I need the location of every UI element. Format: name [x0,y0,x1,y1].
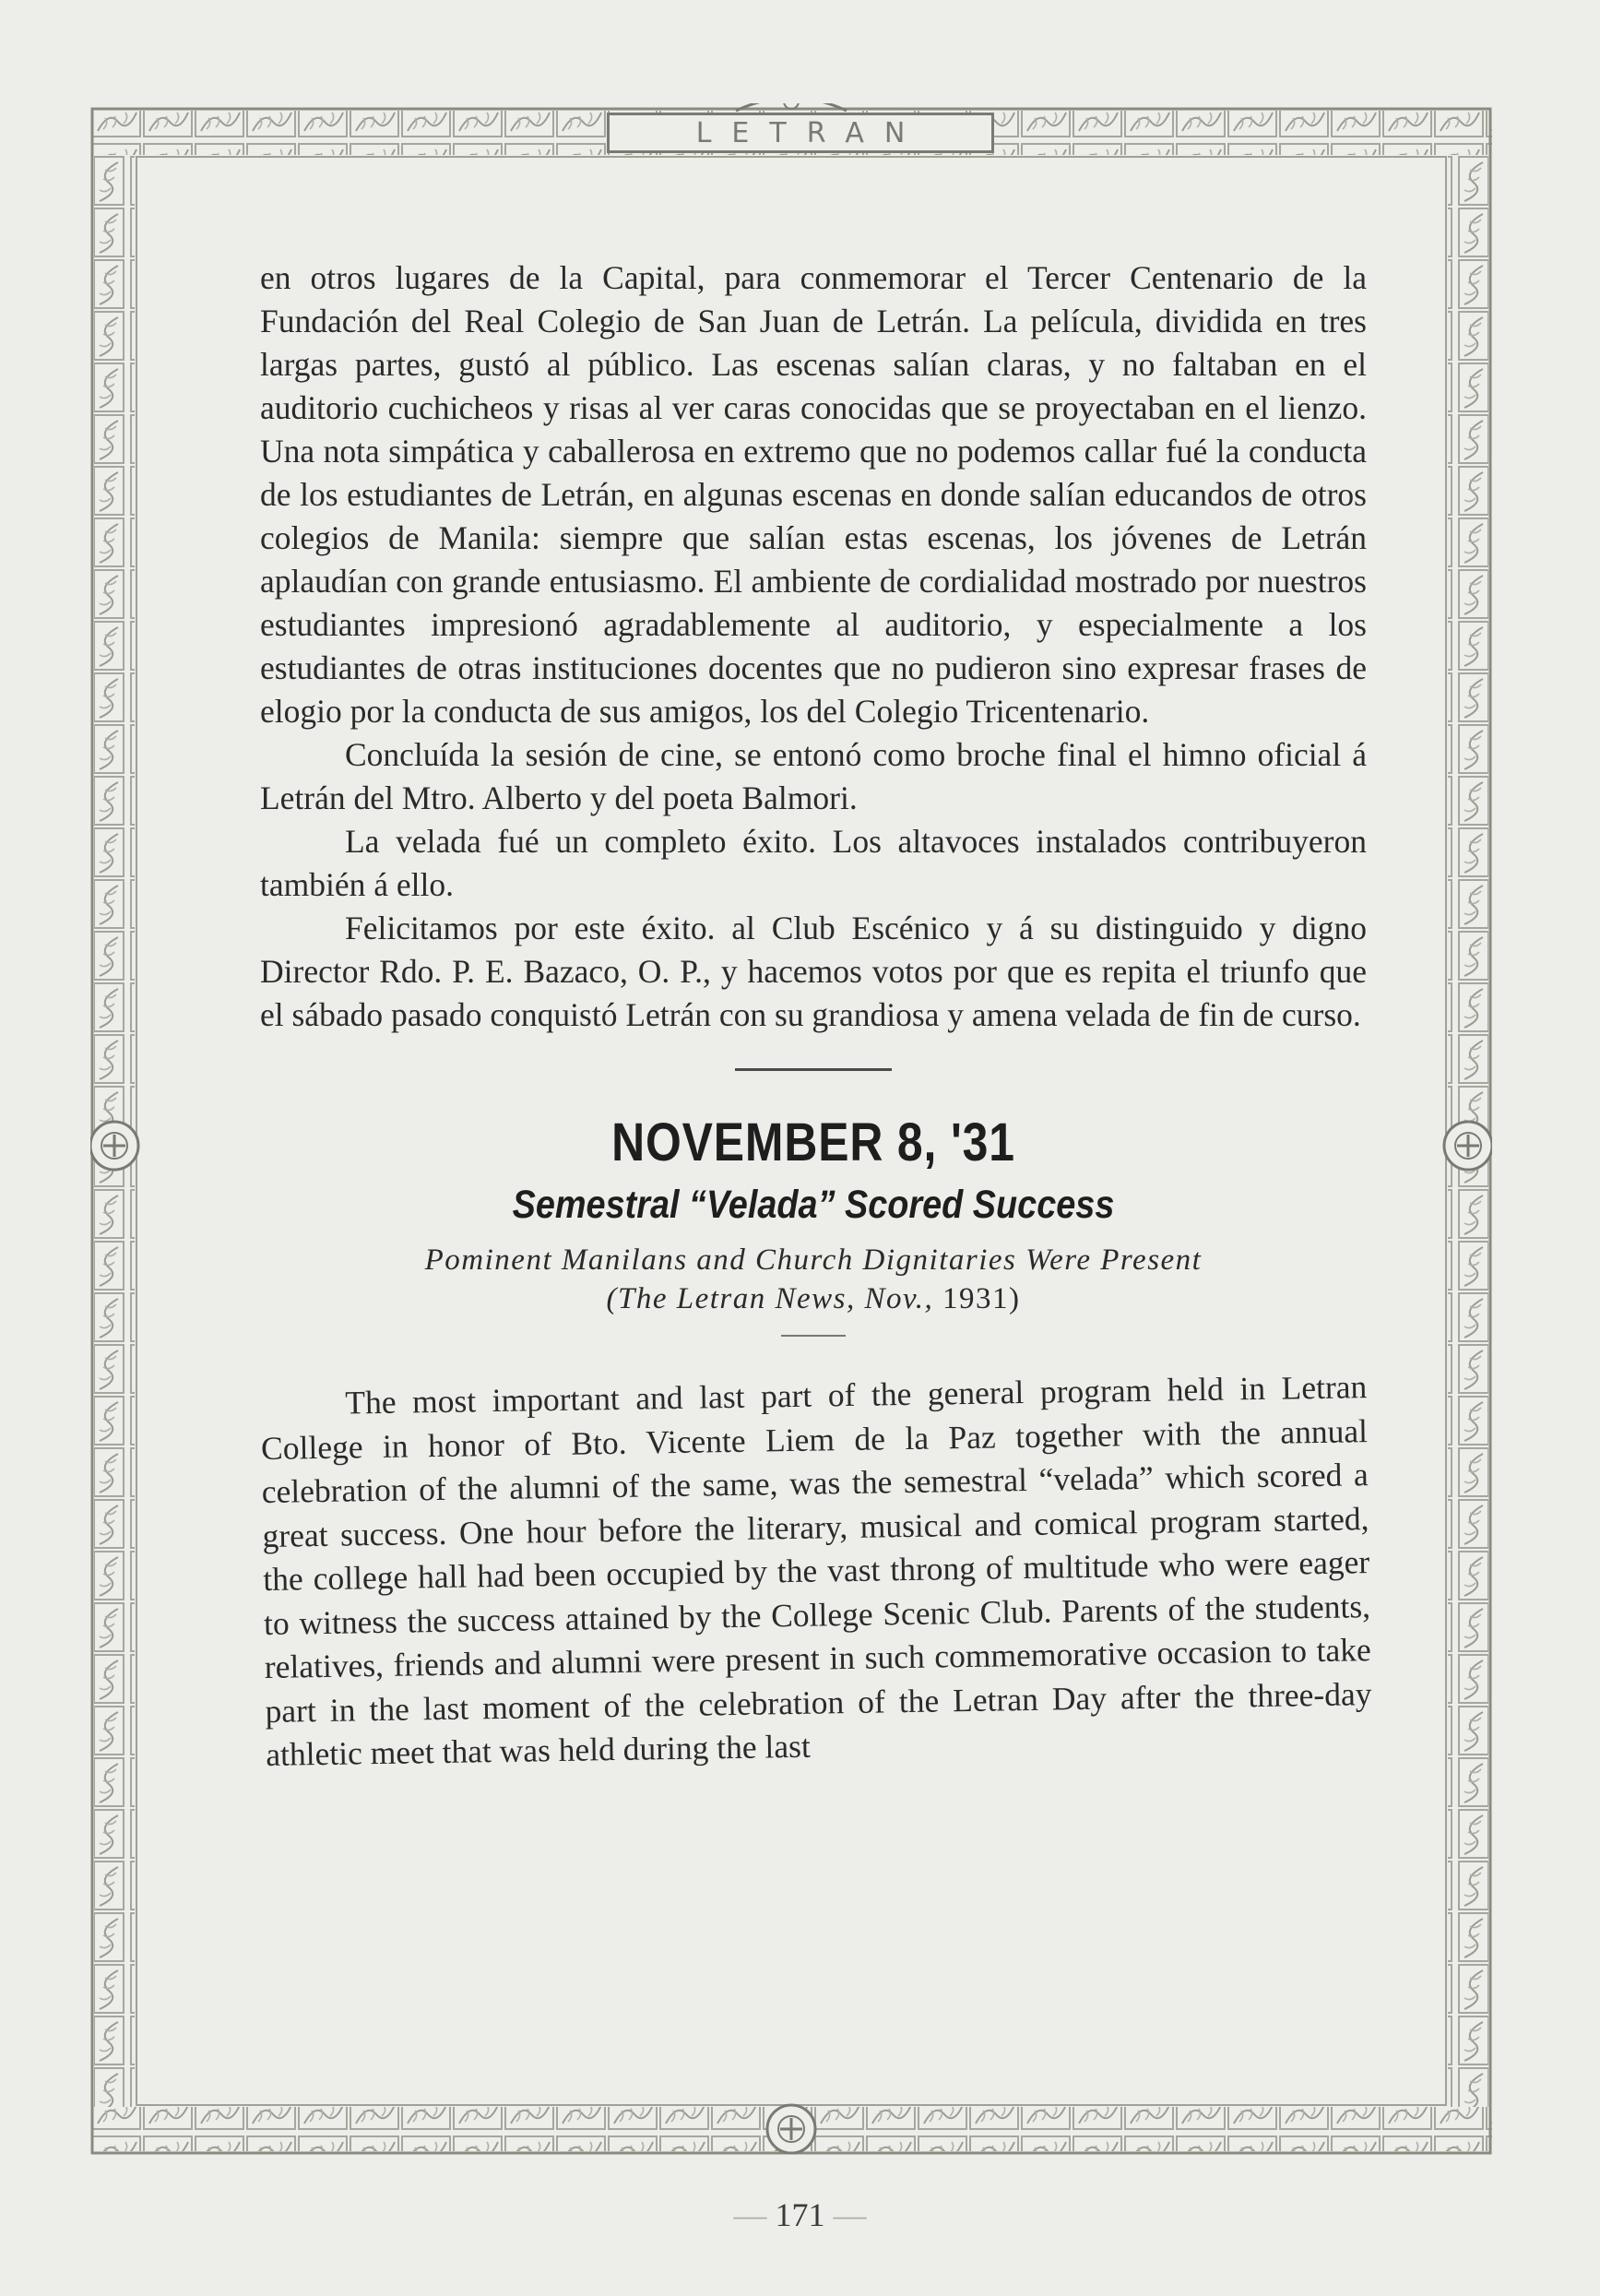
article-subheadline [260,1241,1367,1318]
right-medallion-icon [1444,1122,1492,1170]
english-article-body [260,1365,1373,1777]
page-number-dash-right: — [833,2196,867,2233]
spanish-paragraph-3: La velada fué un completo éxito. Los altavoces instalados contribuyeron también á ello. [260,823,1367,903]
subheadline-text: Pominent Manilans and Church Dignitaries Were Present [424,1243,1203,1277]
spanish-paragraph-4: Felicitamos por este éxito. al Club Escénico y á su distinguido y digno Director Rdo. P. E. Bazaco, O. P., y hacemos votos por que es repita el triunfo que el sábado pasado conquistó Letrán con su grandiosa y amena velada de fin de curso. [260,910,1367,1033]
left-medallion-icon [90,1122,138,1170]
article-headline: Semestral “Velada” Scored Success [512,1183,1115,1227]
page-number-dash-left: — [733,2196,767,2233]
article-date-heading: NOVEMBER 8, '31 [611,1112,1015,1172]
page-content [260,256,1372,1778]
page-number [0,2195,1600,2234]
source-year: 1931) [942,1282,1021,1315]
page-number-value: 171 [775,2196,825,2233]
english-paragraph-1: The most important and last part of the general program held in Letran College in honor of Bto. Vicente Liem de la Paz together with the annual celebration of the alumni of the same, was the semestral “velada” which scored a great success. One hour before the literary, musical and comical program started, the college hall had been occupied by the vast throng of multitude who were eager to witness the success attained by the College Scenic Club. Parents of the students, relatives, friends and alumni were present in such commemorative occasion to take part in the last moment of the celebration of the Letran Day after the three-day athletic meet that was held during the last [260,1368,1372,1773]
bottom-medallion-icon [767,2105,815,2153]
spanish-paragraph-2: Concluída la sesión de cine, se entonó como broche final el himno oficial á Letrán del Mtro. Alberto y del poeta Balmori. [260,736,1367,816]
subheadline-divider [781,1335,846,1337]
section-divider [735,1068,892,1071]
frame-title-letran: LETRAN [607,113,994,153]
article-source [260,1279,1367,1318]
source-name: (The Letran News, Nov., [606,1282,934,1315]
spanish-paragraph-1: en otros lugares de la Capital, para conmemorar el Tercer Centenario de la Fundación del Real Colegio de San Juan de Letrán. La película, dividida en tres largas partes, gustó al público. Las escenas salían claras, y no faltaban en el auditorio cuchicheos y risas al ver caras conocidas que se proyectaban en el lienzo. Una nota simpática y caballerosa en extremo que no podemos callar fué la conducta de los estudiantes de Letrán, en algunas escenas en donde salían educandos de otros colegios de Manila: siempre que salían estas escenas, los jóvenes de Letrán aplaudían con grande entusiasmo. El ambiente de cordialidad mostrado por nuestros estudiantes impresionó agradablemente al auditorio, y especialmente a los estudiantes de otras instituciones docentes que no pudieron sino expresar frases de elogio por la conducta de sus amigos, los del Colegio Tricentenario. [260,259,1367,730]
